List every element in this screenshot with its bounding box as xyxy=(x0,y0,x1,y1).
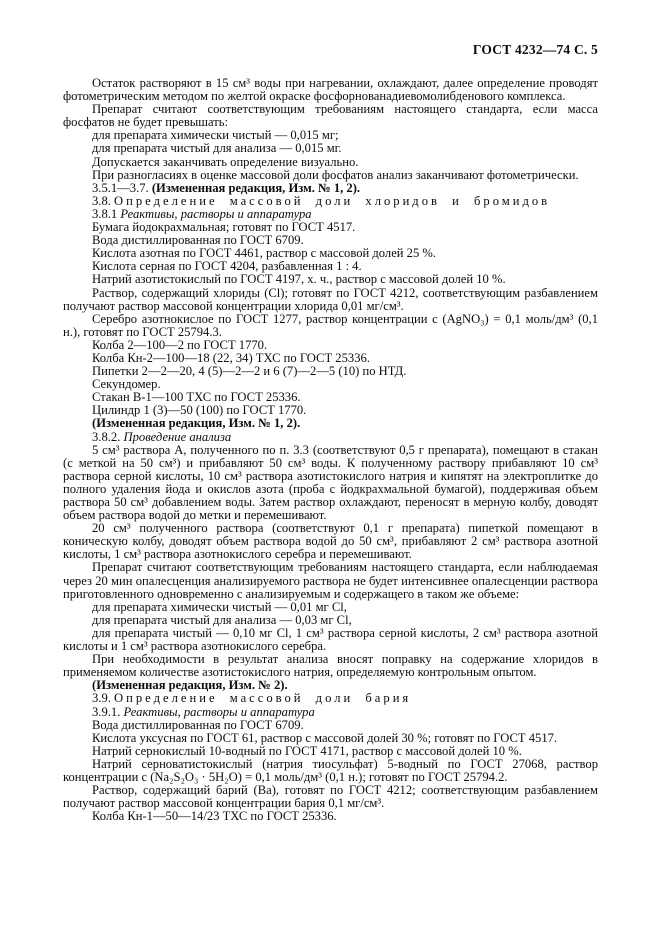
paragraph: Остаток растворяют в 15 см³ воды при нагревании, охлаждают, далее определение проводят фотометрическим методом по желтой окраске фосфорнованадиевомолибденового комплекса. xyxy=(63,76,598,104)
subsection-title: Проведение анализа xyxy=(123,429,232,444)
list-item: для препарата чистый для анализа — 0,03 мг Cl, xyxy=(92,612,352,627)
paragraph: Кислота серная по ГОСТ 4204, разбавленная 1 : 4. xyxy=(92,259,362,274)
section-ref: 3.5.1—3.7. xyxy=(92,180,149,195)
paragraph: Кислота уксусная по ГОСТ 61, раствор с массовой долей 30 %; готовят по ГОСТ 4517. xyxy=(92,730,558,745)
subsection-number: 3.8.2. xyxy=(92,429,121,444)
paragraph: При необходимости в результат анализа вносят поправку на содержание хлоридов в применяемом количестве азотистокислого натрия, определяемую контрольным опытом. xyxy=(63,652,598,680)
paragraph: Стакан В-1—100 ТХС по ГОСТ 25336. xyxy=(92,390,301,405)
section-title: Определение массовой доли бария xyxy=(114,691,412,706)
paragraph: Кислота азотная по ГОСТ 4461, раствор с массовой долей 25 %. xyxy=(92,246,437,261)
document-body xyxy=(63,77,598,823)
subsection-heading xyxy=(63,706,598,719)
subsection-title: Реактивы, растворы и аппаратура xyxy=(120,206,312,221)
section-number: 3.8. xyxy=(92,193,111,208)
paragraph: Цилиндр 1 (3)—50 (100) по ГОСТ 1770. xyxy=(92,403,307,418)
page-header-ref: ГОСТ 4232—74 С. 5 xyxy=(472,42,598,57)
list-item: для препарата химически чистый — 0,015 мг; xyxy=(92,128,339,143)
paragraph: Колба 2—100—2 по ГОСТ 1770. xyxy=(92,337,268,352)
paragraph: Натрий сернокислый 10-водный по ГОСТ 4171, раствор с массовой долей 10 %. xyxy=(92,743,522,758)
paragraph: Серебро азотнокислое по ГОСТ 1277, раствор концентрации с (AgNO₃) = 0,1 моль/дм³ (0,1 н.), готовят по ГОСТ 25794.3. xyxy=(63,311,598,339)
section-title: Определение массовой доли хлоридов и бромидов xyxy=(114,193,551,208)
section-number: 3.9. xyxy=(92,691,111,706)
paragraph: 20 см³ полученного раствора (соответствуют 0,1 г препарата) пипеткой помещают в коническую колбу, доводят объем раствора водой до 50 см³, прибавляют 2 см³ раствора азотной кислоты, 1 см³ раствора азотнокислого серебра и перемешивают. xyxy=(63,521,598,562)
paragraph: Вода дистиллированная по ГОСТ 6709. xyxy=(92,717,304,732)
paragraph: Допускается заканчивать определение визуально. xyxy=(92,154,359,169)
subsection-number: 3.8.1 xyxy=(92,206,118,221)
paragraph: Раствор, содержащий хлориды (Cl); готовят по ГОСТ 4212, соответствующим разбавлением получают раствор массовой концентрации хлорида 0,01 мг/см³. xyxy=(63,285,598,313)
paragraph: 5 см³ раствора А, полученного по п. 3.3 (соответствуют 0,5 г препарата), помещают в стакан (с меткой на 50 см³) и прибавляют 50 см³ воды. К полученному раствору прибавляют 10 см³ раствора серной кислоты, 10 см³ раствора азотистокислого натрия и кипятят на электроплитке до полного удаления йода и окислов азота (проба с йодкрахмальной бумагой), поддерживая объем раствора 50 см³ добавлением воды. Затем раствор охлаждают, переносят в мерную колбу, доводят объем раствора водой до метки и перемешивают. xyxy=(63,442,598,523)
subsection-title: Реактивы, растворы и аппаратура xyxy=(123,704,315,719)
list-item: для препарата чистый для анализа — 0,015 мг. xyxy=(92,141,342,156)
paragraph: Вода дистиллированная по ГОСТ 6709. xyxy=(92,233,304,248)
subsection-heading xyxy=(63,431,598,444)
paragraph: Секундомер. xyxy=(92,377,161,392)
amendment-note: (Измененная редакция, Изм. № 1, 2). xyxy=(151,180,361,195)
paragraph: Колба Кн-2—100—18 (22, 34) ТХС по ГОСТ 25336. xyxy=(92,350,370,365)
paragraph: Препарат считают соответствующим требованиям настоящего стандарта, если наблюдаемая через 20 мин опалесценция анализируемого раствора не будет интенсивнее опалесценции раствора приготовленного одновременно с анализируемым и содержащего в таком же объеме: xyxy=(63,560,598,601)
paragraph: Натрий серноватистокислый (натрия тиосульфат) 5-водный по ГОСТ 27068, раствор концентрации с (Na₂S₂O₃ · 5H₂O) = 0,1 моль/дм³ (0,1 н.); готовят по ГОСТ 25794.2. xyxy=(63,756,598,784)
paragraph: Пипетки 2—2—20, 4 (5)—2—2 и 6 (7)—2—5 (10) по НТД. xyxy=(92,364,407,379)
amendment-note: (Измененная редакция, Изм. № 1, 2). xyxy=(92,416,301,431)
amendment-note: (Измененная редакция, Изм. № 2). xyxy=(92,678,288,693)
paragraph: Раствор, содержащий барий (Ва), готовят по ГОСТ 4212; соответствующим разбавлением получают раствор массовой концентрации бария 0,1 мг/см³. xyxy=(63,783,598,811)
paragraph: Бумага йодокрахмальная; готовят по ГОСТ 4517. xyxy=(92,220,356,235)
paragraph: Натрий азотистокислый по ГОСТ 4197, х. ч., раствор с массовой долей 10 %. xyxy=(92,272,506,287)
paragraph: Колба Кн-1—50—14/23 ТХС по ГОСТ 25336. xyxy=(92,809,337,824)
subsection-number: 3.9.1. xyxy=(92,704,121,719)
list-item: для препарата химически чистый — 0,01 мг Cl, xyxy=(92,599,347,614)
paragraph: Препарат считают соответствующим требованиям настоящего стандарта, если масса фосфатов не будет превышать: xyxy=(63,102,598,130)
paragraph: При разногласиях в оценке массовой доли фосфатов анализ заканчивают фотометрически. xyxy=(92,167,579,182)
list-item: для препарата чистый — 0,10 мг Cl, 1 см³ раствора серной кислоты, 2 см³ раствора азотной кислоты и 1 см³ раствора азотнокислого серебра. xyxy=(63,625,598,654)
